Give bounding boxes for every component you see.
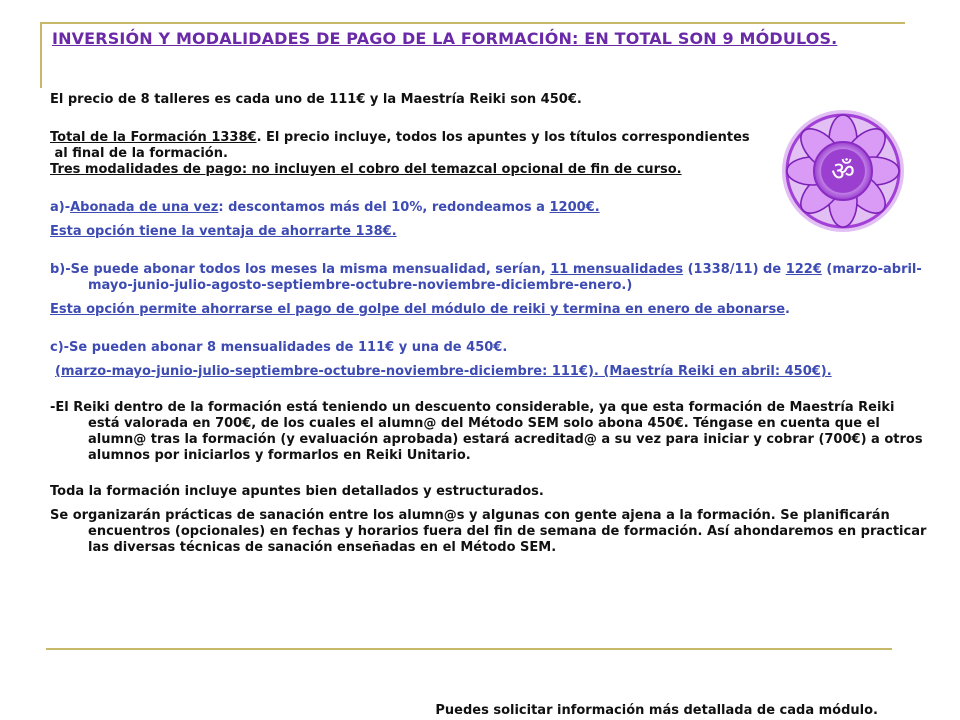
slide-title: INVERSIÓN Y MODALIDADES DE PAGO DE LA FORMACIÓN: EN TOTAL SON 9 MÓDULOS. <box>52 29 838 48</box>
svg-text:ॐ: ॐ <box>831 157 855 187</box>
slide-body <box>50 92 930 556</box>
total-line-2: al final de la formación. <box>50 146 228 161</box>
option-b-line <box>50 262 930 294</box>
option-b-note-line <box>50 302 930 318</box>
option-b-link-installments[interactable]: 11 mensualidades <box>550 262 684 277</box>
option-a-line <box>50 200 930 216</box>
total-line <box>50 130 930 146</box>
bottom-rule <box>46 648 892 650</box>
modalities-line: Tres modalidades de pago: no incluyen el cobro del temazcal opcional de fin de curso. <box>50 162 682 177</box>
practice-note: Se organizarán prácticas de sanación entre los alumn@s y algunas con gente ajena a la formación. Se planificarán encuentros (opcionales) en fechas y horarios fuera del fin de semana de formación. Así ahondaremos en practicar las diversas técnicas de sanación enseñadas en el Método SEM. <box>50 508 927 555</box>
option-b-text-2: (1338/11) de <box>683 262 786 277</box>
option-c-months-link[interactable]: (marzo-mayo-junio-julio-septiembre-octubre-noviembre-diciembre: 111€). (Maestría Reiki en abril: 450€). <box>55 364 832 379</box>
price-line: El precio de 8 talleres es cada uno de 111€ y la Maestría Reiki son 450€. <box>50 92 582 107</box>
option-c-line: c)-Se pueden abonar 8 mensualidades de 111€ y una de 450€. <box>50 340 508 355</box>
footer-note: Puedes solicitar información más detallada de cada módulo. <box>435 703 878 718</box>
option-a-mid: : descontamos más del 10%, redondeamos a <box>218 200 550 215</box>
option-a-savings-link[interactable]: Esta opción tiene la ventaja de ahorrarte 138€. <box>50 224 397 239</box>
total-rest: . El precio incluye, todos los apuntes y los títulos correspondientes <box>256 130 750 145</box>
left-rule <box>40 22 42 88</box>
option-b-link-price[interactable]: 122€ <box>785 262 822 277</box>
option-b-text-1: b)-Se puede abonar todos los meses la misma mensualidad, serían, <box>50 262 551 277</box>
notes-line: Toda la formación incluye apuntes bien detallados y estructurados. <box>50 484 544 499</box>
option-c-months-line <box>50 364 930 380</box>
option-a-link-price[interactable]: 1200€. <box>549 200 600 215</box>
option-b-note-link[interactable]: Esta opción permite ahorrarse el pago de golpe del módulo de reiki y termina en enero de abonarse <box>50 302 786 317</box>
top-rule <box>40 22 905 24</box>
option-b-months: (marzo-abril-mayo-junio-julio-agosto-septiembre-octubre-noviembre-diciembre-enero.) <box>88 262 922 293</box>
reiki-note: -El Reiki dentro de la formación está teniendo un descuento considerable, ya que esta formación de Maestría Reiki está valorada en 700€, de los cuales el alumn@ del Método SEM solo abona 450€. Téngase en cuenta que el alumn@ tras la formación (y evaluación aprobada) estará acreditad@ a su vez para iniciar y cobrar (700€) a otros alumnos por iniciarlos y formarlos en Reiki Unitario. <box>50 400 923 463</box>
option-a-link-once[interactable]: Abonada de una vez <box>70 200 219 215</box>
total-label: Total de la Formación 1338€ <box>50 130 257 145</box>
option-a-prefix: a)- <box>50 200 71 215</box>
option-b-note-end: . <box>785 302 790 317</box>
